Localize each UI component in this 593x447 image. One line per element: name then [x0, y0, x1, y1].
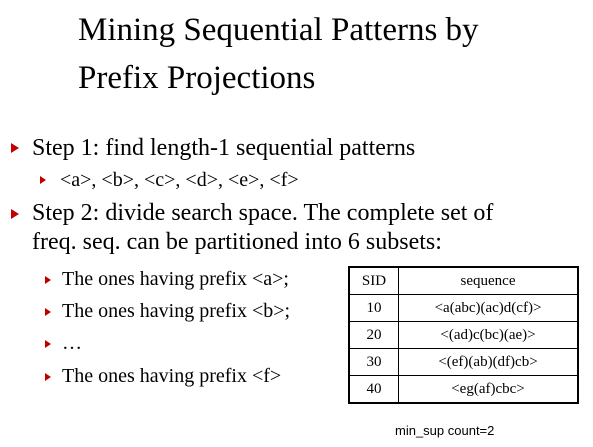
bullet-arrow-icon: [11, 209, 19, 219]
table-header-sequence: sequence: [399, 267, 579, 295]
sid-cell: 30: [349, 349, 399, 376]
sid-cell: 20: [349, 322, 399, 349]
subset-item: The ones having prefix <f>: [62, 365, 282, 387]
sequence-cell: <a(abc)(ac)d(cf)>: [399, 295, 579, 322]
bullet-arrow-icon: [45, 308, 51, 316]
table-row: [349, 376, 578, 404]
slide-title-line-2: Prefix Projections: [78, 60, 316, 96]
sid-cell: 10: [349, 295, 399, 322]
table-row: [349, 322, 578, 349]
table-header-row: [349, 267, 578, 295]
sequence-table: [348, 266, 579, 404]
sequence-cell: <(ef)(ab)(df)cb>: [399, 349, 579, 376]
subset-item: The ones having prefix <a>;: [62, 268, 289, 290]
table-row: [349, 349, 578, 376]
table-header-sid: SID: [349, 267, 399, 295]
bullet-arrow-icon: [11, 143, 19, 153]
step2-text-line-1: Step 2: divide search space. The complete set of: [32, 200, 494, 226]
step2-text-line-2: freq. seq. can be partitioned into 6 subsets:: [32, 229, 442, 255]
step1-text: Step 1: find length-1 sequential patterns: [32, 135, 416, 161]
slide-title: [78, 6, 578, 102]
sequence-cell: <eg(af)cbc>: [399, 376, 579, 404]
table-row: [349, 295, 578, 322]
subset-item: …: [62, 332, 82, 354]
sequence-cell: <(ad)c(bc)(ae)>: [399, 322, 579, 349]
subset-item: The ones having prefix <b>;: [62, 300, 291, 322]
bullet-arrow-icon: [40, 176, 46, 184]
bullet-arrow-icon: [45, 373, 51, 381]
bullet-arrow-icon: [45, 340, 51, 348]
step1-sub-text: <a>, <b>, <c>, <d>, <e>, <f>: [60, 169, 299, 191]
sid-cell: 40: [349, 376, 399, 404]
bullet-arrow-icon: [45, 276, 51, 284]
slide-title-line-1: Mining Sequential Patterns by: [78, 12, 479, 48]
min-sup-caption: min_sup count=2: [395, 423, 495, 438]
